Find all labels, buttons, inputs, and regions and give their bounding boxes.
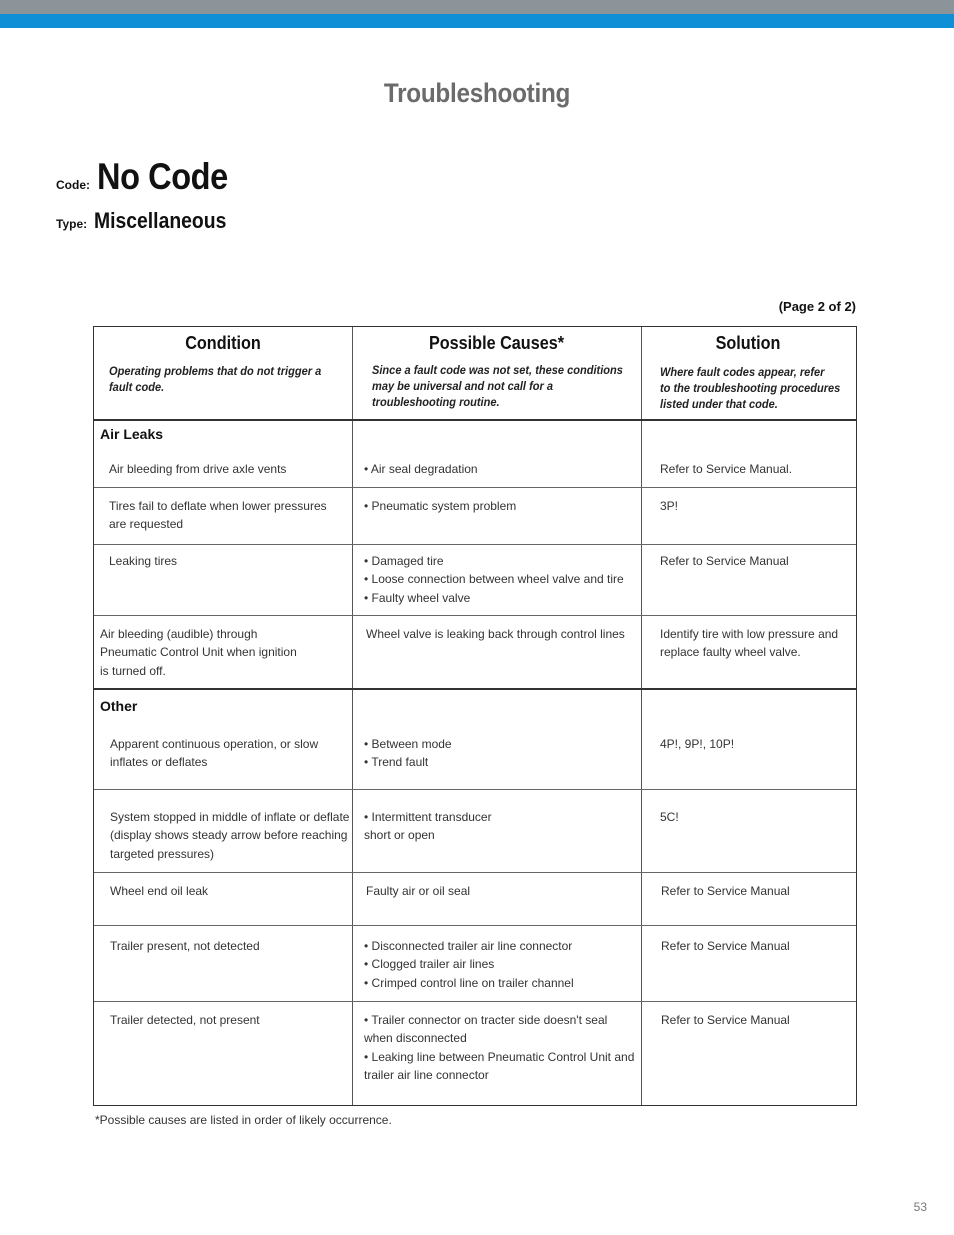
row-divider bbox=[94, 544, 856, 545]
row-2-causes: • Pneumatic system problem bbox=[364, 499, 517, 513]
row-1-condition: Air bleeding from drive axle vents bbox=[109, 462, 287, 476]
section-air-leaks: Air Leaks bbox=[100, 426, 164, 442]
top-grey-bar bbox=[0, 0, 954, 14]
row-5-condition: Apparent continuous operation, or slow inflates or deflates bbox=[110, 737, 319, 770]
header-possible-causes: Possible Causes* bbox=[428, 333, 565, 353]
solution-note: Where fault codes appear, refer to the troubleshooting procedures listed under that code. bbox=[660, 365, 841, 411]
type-label: Type: bbox=[56, 217, 88, 231]
column-divider bbox=[352, 327, 353, 1105]
page-number: 53 bbox=[913, 1200, 927, 1214]
row-7-causes: Faulty air or oil seal bbox=[366, 884, 471, 898]
row-9-condition: Trailer detected, not present bbox=[110, 1013, 260, 1027]
column-divider bbox=[641, 327, 642, 1105]
row-3-solution: Refer to Service Manual bbox=[660, 554, 789, 568]
row-1-causes: • Air seal degradation bbox=[364, 462, 478, 476]
row-8-condition: Trailer present, not detected bbox=[110, 939, 260, 953]
row-3-causes: • Damaged tire • Loose connection between wheel valve and tire • Faulty wheel valve bbox=[364, 554, 624, 605]
row-3-condition: Leaking tires bbox=[109, 554, 178, 568]
code-line bbox=[56, 156, 246, 198]
type-line bbox=[56, 208, 245, 234]
type-value: Miscellaneous bbox=[94, 208, 227, 233]
code-label: Code: bbox=[56, 178, 90, 192]
row-divider bbox=[94, 872, 856, 873]
top-blue-bar bbox=[0, 14, 954, 28]
row-6-causes: • Intermittent transducer short or open bbox=[364, 810, 492, 843]
row-4-solution: Identify tire with low pressure and replace faulty wheel valve. bbox=[660, 627, 839, 660]
row-7-condition: Wheel end oil leak bbox=[110, 884, 209, 898]
row-1-solution: Refer to Service Manual. bbox=[660, 462, 793, 476]
row-9-solution: Refer to Service Manual bbox=[661, 1013, 790, 1027]
row-4-causes: Wheel valve is leaking back through control lines bbox=[366, 627, 625, 641]
row-5-causes: • Between mode • Trend fault bbox=[364, 737, 452, 770]
row-5-solution: 4P!, 9P!, 10P! bbox=[660, 737, 735, 751]
header-condition: Condition bbox=[185, 333, 261, 353]
section-divider bbox=[94, 688, 856, 690]
causes-note: Since a fault code was not set, these conditions may be universal and not call for a troubleshooting routine. bbox=[372, 363, 623, 409]
row-2-solution: 3P! bbox=[660, 499, 679, 513]
row-divider bbox=[94, 487, 856, 488]
row-divider bbox=[94, 789, 856, 790]
row-divider bbox=[94, 925, 856, 926]
page-indicator: (Page 2 of 2) bbox=[778, 299, 856, 314]
row-6-condition: System stopped in middle of inflate or deflate (display shows steady arrow before reaching targeted pressures) bbox=[110, 810, 350, 861]
footnote: *Possible causes are listed in order of likely occurrence. bbox=[95, 1113, 392, 1127]
row-2-condition: Tires fail to deflate when lower pressures are requested bbox=[109, 499, 327, 532]
row-divider bbox=[94, 1001, 856, 1002]
row-6-solution: 5C! bbox=[660, 810, 679, 824]
header-solution: Solution bbox=[715, 333, 781, 353]
code-value: No Code bbox=[97, 156, 228, 197]
row-4-condition: Air bleeding (audible) through Pneumatic Control Unit when ignition is turned off. bbox=[100, 627, 297, 678]
row-7-solution: Refer to Service Manual bbox=[661, 884, 790, 898]
troubleshooting-table bbox=[93, 326, 857, 1106]
row-8-solution: Refer to Service Manual bbox=[661, 939, 790, 953]
condition-note: Operating problems that do not trigger a fault code. bbox=[109, 364, 322, 394]
row-divider bbox=[94, 615, 856, 616]
header-divider bbox=[94, 419, 856, 421]
row-9-causes: • Trailer connector on tracter side doesn't seal when disconnected • Leaking line between Pneumatic Control Unit and trailer air line connector bbox=[364, 1013, 635, 1083]
page-title: Troubleshooting bbox=[383, 78, 571, 108]
section-other: Other bbox=[100, 698, 138, 714]
row-8-causes: • Disconnected trailer air line connector • Clogged trailer air lines • Crimped control line on trailer channel bbox=[364, 939, 574, 990]
